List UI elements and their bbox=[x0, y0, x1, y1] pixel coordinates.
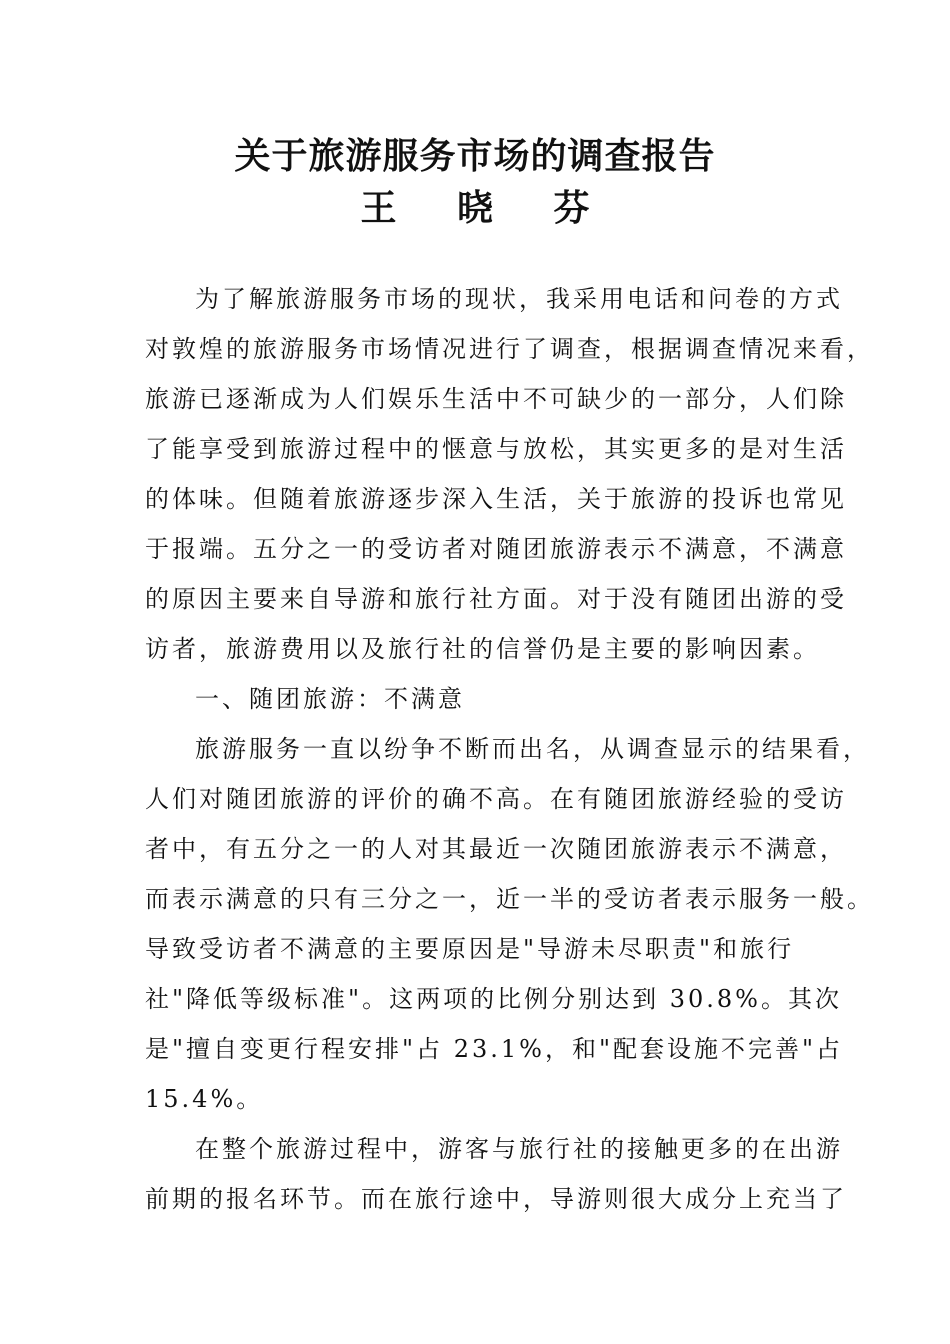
paragraph-line: 旅游已逐渐成为人们娱乐生活中不可缺少的一部分，人们除 bbox=[145, 385, 847, 413]
paragraph-line: 前期的报名环节。而在旅行途中，导游则很大成分上充当了 bbox=[145, 1185, 847, 1213]
section-heading: 一、随团旅游：不满意 bbox=[195, 685, 465, 713]
paragraph-line: 的体味。但随着旅游逐步深入生活，关于旅游的投诉也常见 bbox=[145, 485, 847, 513]
paragraph-line: 了能享受到旅游过程中的惬意与放松，其实更多的是对生活 bbox=[145, 435, 847, 463]
paragraph-line: 在整个旅游过程中，游客与旅行社的接触更多的在出游 bbox=[195, 1135, 843, 1163]
paragraph-line: 为了解旅游服务市场的现状，我采用电话和问卷的方式 bbox=[195, 285, 843, 313]
paragraph-line: 人们对随团旅游的评价的确不高。在有随团旅游经验的受访 bbox=[145, 785, 847, 813]
paragraph-line: 而表示满意的只有三分之一，近一半的受访者表示服务一般。 bbox=[145, 885, 874, 913]
paragraph-line: 者中，有五分之一的人对其最近一次随团旅游表示不满意， bbox=[145, 835, 847, 863]
document-author: 王 晓 芬 bbox=[360, 188, 614, 229]
document-title: 关于旅游服务市场的调查报告 bbox=[234, 136, 716, 177]
paragraph-line: 对敦煌的旅游服务市场情况进行了调查，根据调查情况来看， bbox=[145, 335, 874, 363]
paragraph-line: 是"擅自变更行程安排"占 23.1%，和"配套设施不完善"占 bbox=[145, 1035, 844, 1063]
paragraph-line: 的原因主要来自导游和旅行社方面。对于没有随团出游的受 bbox=[145, 585, 847, 613]
paragraph-line: 旅游服务一直以纷争不断而出名，从调查显示的结果看， bbox=[195, 735, 870, 763]
paragraph-line: 导致受访者不满意的主要原因是"导游未尽职责"和旅行 bbox=[145, 935, 795, 963]
paragraph-line: 社"降低等级标准"。这两项的比例分别达到 30.8%。其次 bbox=[145, 985, 842, 1013]
paragraph-line: 15.4%。 bbox=[145, 1085, 264, 1113]
paragraph-line: 访者，旅游费用以及旅行社的信誉仍是主要的影响因素。 bbox=[145, 635, 820, 663]
paragraph-line: 于报端。五分之一的受访者对随团旅游表示不满意，不满意 bbox=[145, 535, 847, 563]
